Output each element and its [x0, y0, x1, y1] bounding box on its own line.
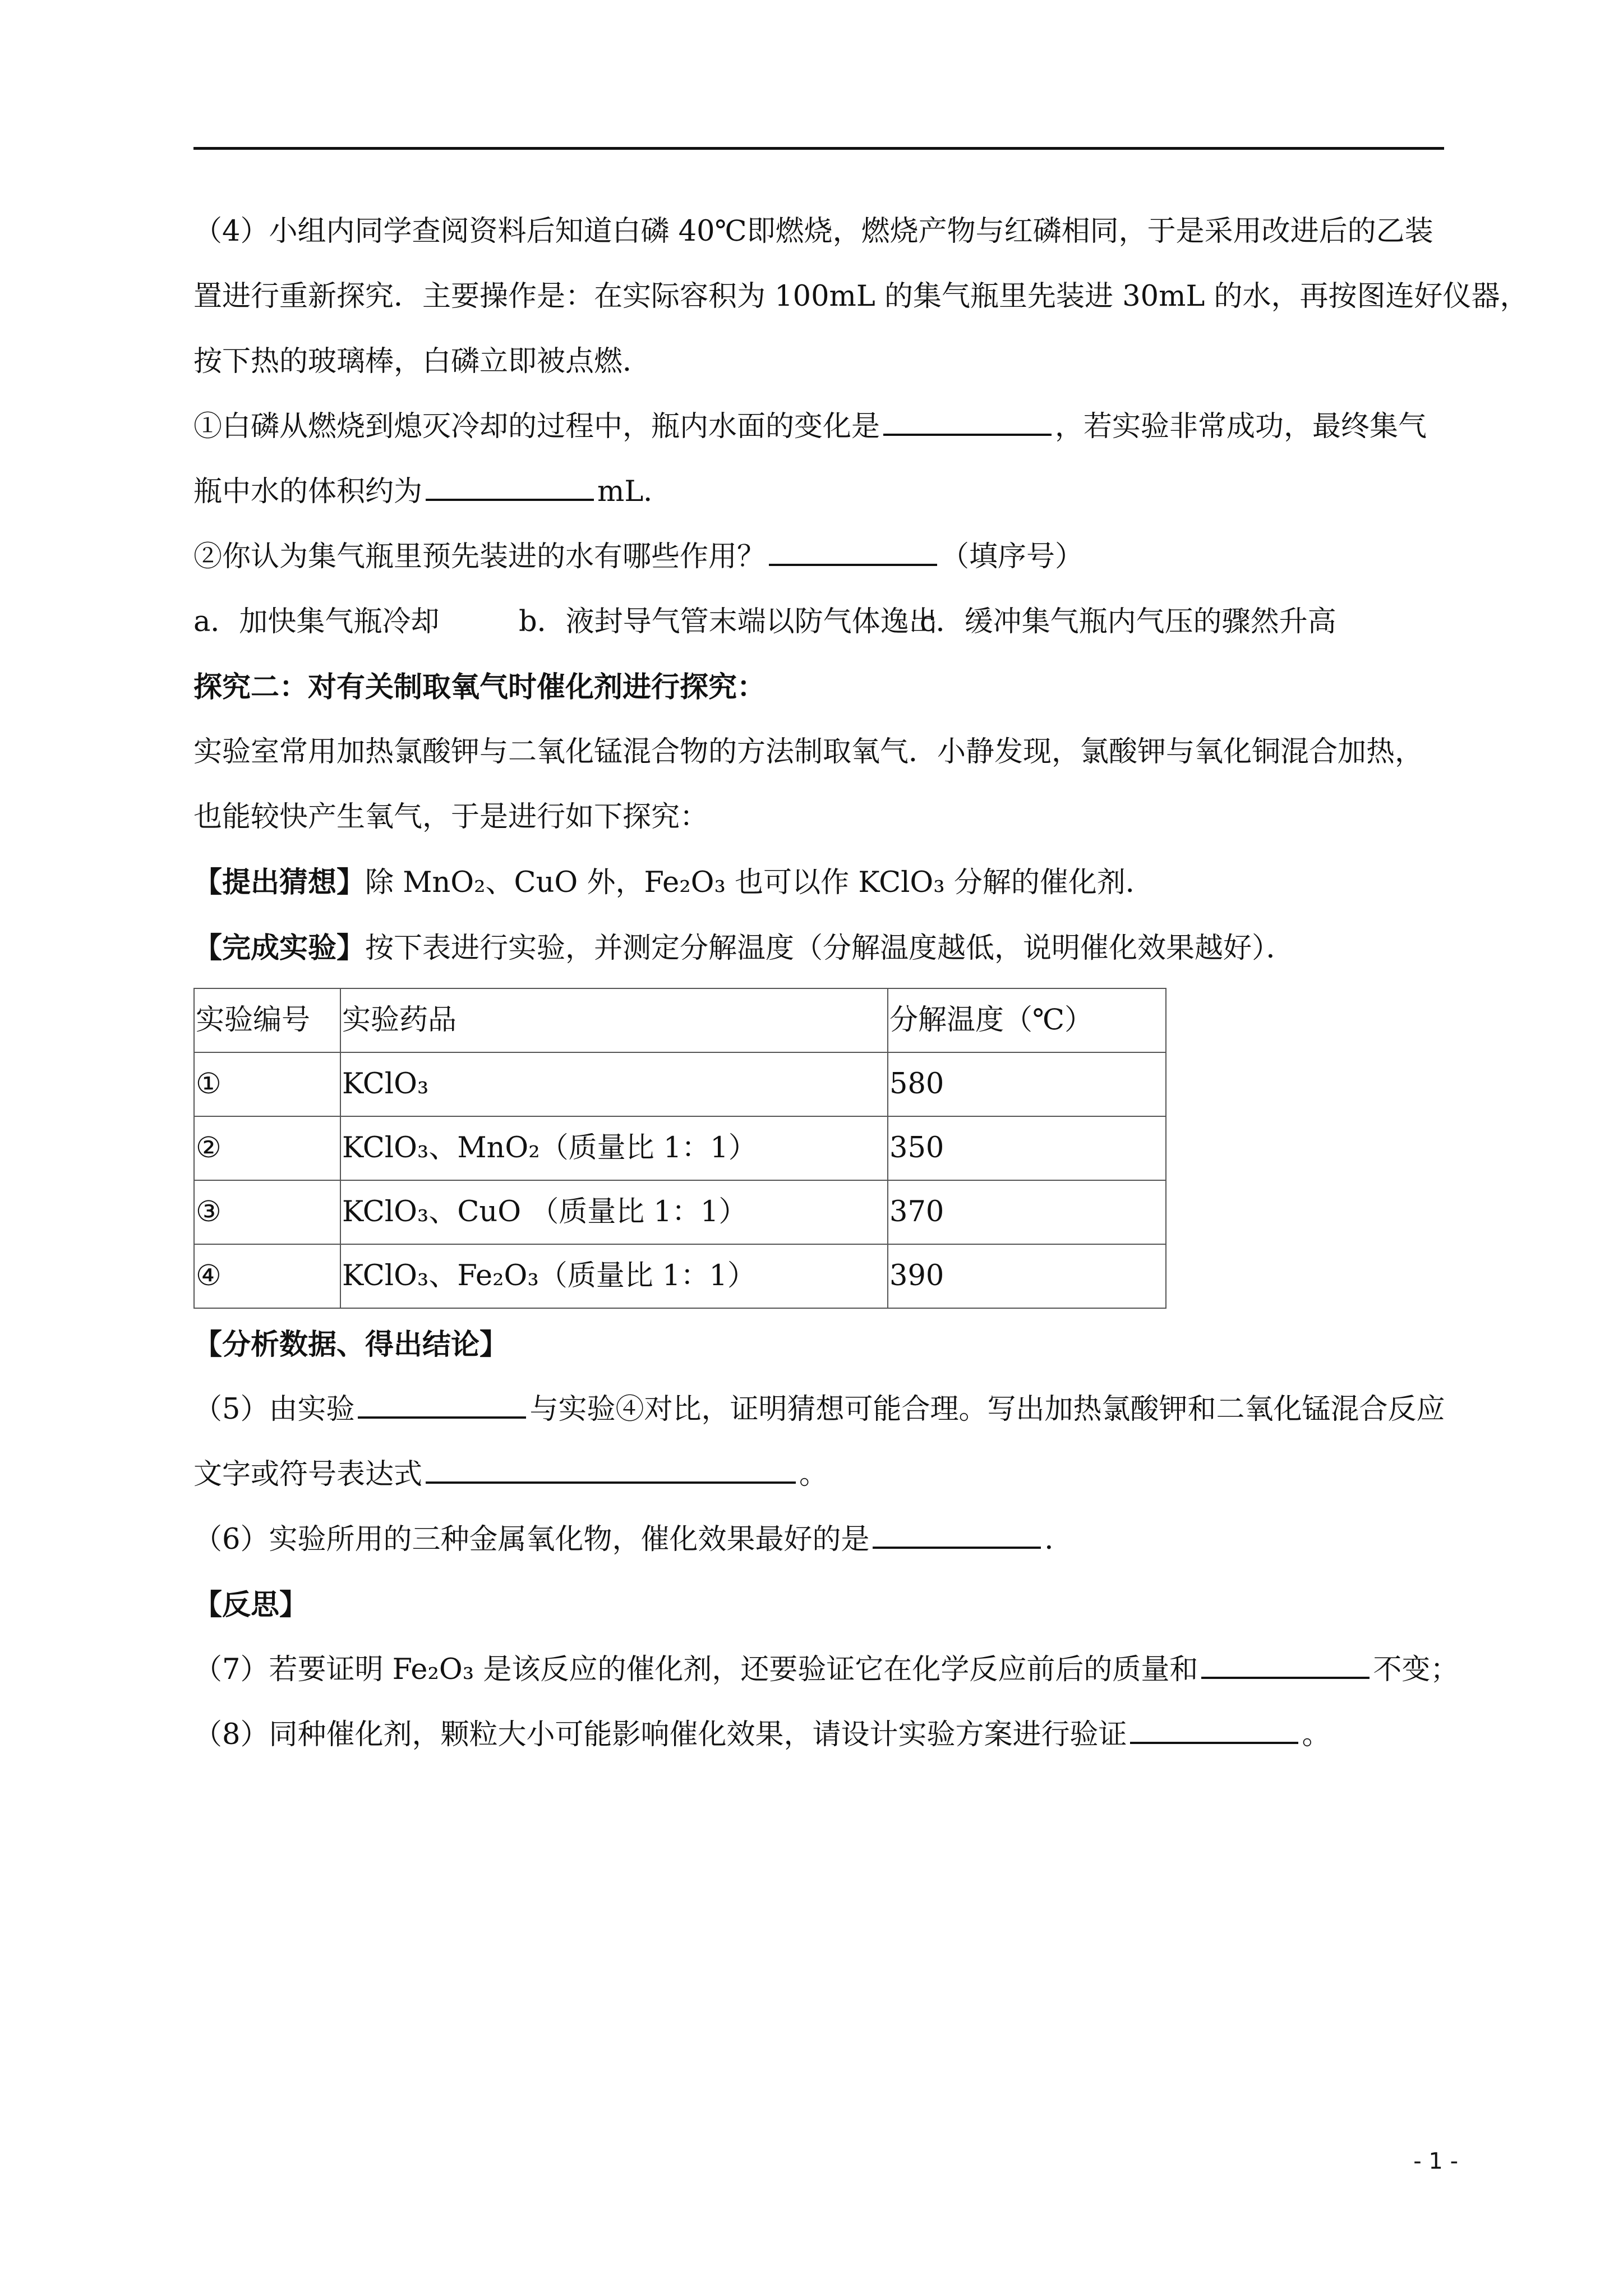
answer-blank-compare-experiment[interactable] — [358, 1388, 526, 1419]
reflection-heading: 【反思】 — [193, 1588, 308, 1622]
q7-text: （7）若要证明 Fe₂O₃ 是该反应的催化剂，还要验证它在化学反应前后的质量和 — [193, 1653, 1198, 1686]
table-cell-temp: 370 — [888, 1180, 1166, 1244]
q8-end: 。 — [1302, 1718, 1331, 1751]
document-body — [193, 199, 1529, 1768]
answer-blank-best-catalyst[interactable] — [873, 1519, 1041, 1549]
q6-line — [193, 1507, 1444, 1572]
table-header-id: 实验编号 — [194, 988, 340, 1052]
q4-sub2-text: ②你认为集气瓶里预先装进的水有哪些作用？ — [193, 540, 766, 573]
experiment-table — [193, 988, 1166, 1309]
q4-sub1-line1 — [193, 394, 1444, 459]
part2-heading: 探究二：对有关制取氧气时催化剂进行探究： — [193, 670, 766, 704]
table-row — [194, 1052, 1166, 1116]
table-cell-reagent: KClO₃、CuO （质量比 1：1） — [340, 1180, 888, 1244]
q5-line2 — [193, 1442, 1444, 1507]
table-cell-reagent: KClO₃、MnO₂（质量比 1：1） — [340, 1116, 888, 1180]
table-header-row — [194, 988, 1166, 1052]
table-row — [194, 1116, 1166, 1180]
header-rule — [193, 147, 1444, 150]
table-cell-id: ① — [194, 1052, 340, 1116]
q8-text: （8）同种催化剂，颗粒大小可能影响催化效果，请设计实验方案进行验证 — [193, 1718, 1127, 1751]
table-row — [194, 1244, 1166, 1308]
part2-intro-line1: 实验室常用加热氯酸钾与二氧化锰混合物的方法制取氧气．小静发现，氯酸钾与氧化铜混合加热， — [193, 735, 1424, 769]
table-row — [194, 1180, 1166, 1244]
table-header-reagent: 实验药品 — [340, 988, 888, 1052]
answer-blank-water-volume[interactable] — [426, 471, 594, 501]
experiment-text: 按下表进行实验，并测定分解温度（分解温度越低，说明催化效果越好）． — [365, 932, 1295, 965]
table-cell-temp: 580 — [888, 1052, 1166, 1116]
option-b: b．液封导气管末端以防气体逸出 — [519, 605, 938, 638]
table-cell-temp: 390 — [888, 1244, 1166, 1308]
q4-intro-line2: 置进行重新探究．主要操作是：在实际容积为 100mL 的集气瓶里先装进 30mL 的水，再按图连好仪器， — [193, 280, 1529, 313]
page-number: - 1 - — [1413, 2148, 1458, 2174]
table-header-temp: 分解温度（℃） — [888, 988, 1166, 1052]
q4-options — [193, 590, 1444, 655]
q7-line — [193, 1637, 1459, 1703]
analysis-heading: 【分析数据、得出结论】 — [193, 1328, 509, 1361]
q7-end: 不变； — [1373, 1653, 1459, 1686]
q4-sub1-line2-text: 瓶中水的体积约为 — [193, 475, 423, 508]
q4-sub2-hint: （填序号） — [940, 540, 1084, 573]
answer-blank-property-unchanged[interactable] — [1201, 1649, 1370, 1679]
hypothesis-line — [193, 850, 1444, 915]
table-cell-reagent: KClO₃ — [340, 1052, 888, 1116]
q8-line — [193, 1703, 1444, 1768]
q6-end: ． — [1044, 1523, 1073, 1556]
q6-text: （6）实验所用的三种金属氧化物，催化效果最好的是 — [193, 1523, 870, 1556]
hypothesis-label: 【提出猜想】 — [193, 866, 366, 899]
answer-blank-reaction-expression[interactable] — [426, 1453, 796, 1484]
table-cell-temp: 350 — [888, 1116, 1166, 1180]
table-cell-reagent: KClO₃、Fe₂O₃（质量比 1：1） — [340, 1244, 888, 1308]
q5-text-cont: 与实验④对比，证明猜想可能合理。写出加热氯酸钾和二氧化锰混合反应 — [529, 1393, 1445, 1426]
q4-sub1-line2 — [193, 459, 1444, 524]
experiment-line — [193, 915, 1444, 981]
q4-sub1-unit: mL． — [597, 475, 672, 508]
q4-sub1-text-cont: ，若实验非常成功，最终集气 — [1055, 410, 1427, 443]
table-cell-id: ③ — [194, 1180, 340, 1244]
q5-text: （5）由实验 — [193, 1393, 355, 1426]
table-cell-id: ④ — [194, 1244, 340, 1308]
q5-line2-text: 文字或符号表达式 — [193, 1458, 423, 1491]
answer-blank-water-role[interactable] — [769, 536, 937, 566]
q4-intro-line3: 按下热的玻璃棒，白磷立即被点燃． — [193, 345, 652, 378]
answer-blank-experiment-design[interactable] — [1130, 1714, 1298, 1744]
q4-sub2-line — [193, 524, 1444, 590]
answer-blank-water-change[interactable] — [883, 406, 1052, 436]
q5-line1 — [193, 1377, 1444, 1442]
q4-intro-line1: （4）小组内同学查阅资料后知道白磷 40℃即燃烧，燃烧产物与红磷相同，于是采用改进后的乙装 — [193, 215, 1433, 248]
option-a: a．加快集气瓶冷却 — [193, 605, 440, 638]
part2-intro-line2: 也能较快产生氧气，于是进行如下探究： — [193, 800, 709, 834]
table-cell-id: ② — [194, 1116, 340, 1180]
hypothesis-text: 除 MnO₂、CuO 外，Fe₂O₃ 也可以作 KClO₃ 分解的催化剂． — [365, 866, 1154, 899]
q4-sub1-text: ①白磷从燃烧到熄灭冷却的过程中，瓶内水面的变化是 — [193, 410, 880, 443]
option-c: c．缓冲集气瓶内气压的骤然升高 — [920, 605, 1336, 638]
q5-line2-end: 。 — [799, 1458, 828, 1491]
experiment-label: 【完成实验】 — [193, 931, 366, 965]
